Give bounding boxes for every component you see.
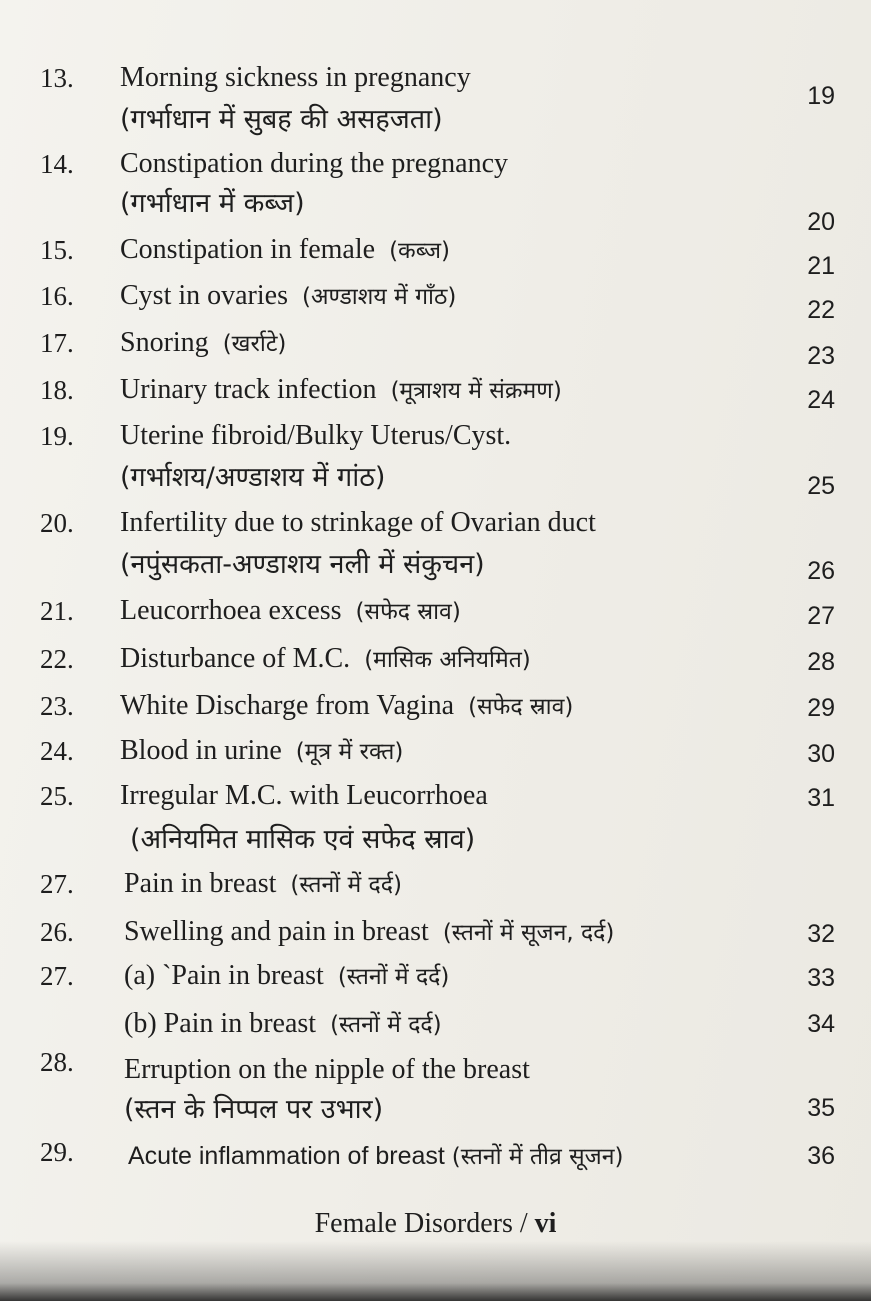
entry-number: 19.	[40, 421, 74, 451]
entry-number: 15.	[40, 235, 74, 265]
entry-title: Blood in urine (मूत्र में रक्त)	[120, 735, 404, 766]
entry-page: 26	[807, 557, 835, 585]
entry-number: 16.	[40, 281, 74, 311]
entry-number: 29.	[40, 1137, 74, 1167]
entry-title: Snoring (खर्राटे)	[120, 327, 287, 358]
entry-title: Morning sickness in pregnancy	[120, 62, 471, 93]
entry-title: Constipation during the pregnancy	[120, 148, 509, 179]
entry-page: 24	[807, 386, 835, 414]
entry-title: Swelling and pain in breast (स्तनों में सूजन, दर्द)	[124, 916, 615, 947]
entry-number: 21.	[40, 596, 74, 626]
entry-title: Irregular M.C. with Leucorrhoea	[120, 780, 488, 811]
entry-title: Uterine fibroid/Bulky Uterus/Cyst.	[120, 420, 512, 451]
entry-hindi: (स्तन के निप्पल पर उभार)	[124, 1094, 384, 1125]
entry-title: Urinary track infection (मूत्राशय में संक्रमण)	[120, 374, 562, 405]
entry-title: Infertility due to strinkage of Ovarian duct	[120, 507, 596, 538]
entry-number: 17.	[40, 328, 74, 358]
entry-page: 36	[807, 1142, 835, 1170]
entry-page: 25	[807, 472, 835, 500]
entry-hindi: (गर्भाधान में सुबह की असहजता)	[120, 104, 443, 135]
entry-page: 21	[807, 252, 835, 280]
entry-hindi: (गर्भाशय/अण्डाशय में गांठ)	[120, 462, 386, 493]
entry-number: 28.	[40, 1047, 74, 1077]
entry-title: Acute inflammation of breast (स्तनों में तीव्र सूजन)	[128, 1142, 624, 1170]
entry-number: 13.	[40, 63, 74, 93]
entry-page: 32	[807, 920, 835, 948]
entry-page: 23	[807, 342, 835, 370]
entry-page: 29	[807, 694, 835, 722]
page-footer	[0, 1206, 871, 1242]
entry-number: 27.	[40, 961, 74, 991]
entry-number: 24.	[40, 736, 74, 766]
entry-number: 22.	[40, 644, 74, 674]
entry-number: 25.	[40, 781, 74, 811]
entry-title: (b) Pain in breast (स्तनों में दर्द)	[124, 1008, 442, 1039]
entry-page: 34	[807, 1010, 835, 1038]
entry-number: 27.	[40, 869, 74, 899]
entry-title: Cyst in ovaries (अण्डाशय में गाँठ)	[120, 280, 457, 311]
entry-page: 27	[807, 602, 835, 630]
entry-page: 22	[807, 296, 835, 324]
entry-title: Pain in breast (स्तनों में दर्द)	[124, 868, 402, 899]
entry-page: 35	[807, 1094, 835, 1122]
entry-number: 26.	[40, 917, 74, 947]
entry-title: (a) `Pain in breast (स्तनों में दर्द)	[124, 960, 450, 991]
entry-page: 19	[807, 82, 835, 110]
page-edge-shadow	[0, 1241, 871, 1301]
page-numeral: vi	[534, 1208, 557, 1239]
entry-number: 23.	[40, 691, 74, 721]
book-title: Female Disorders	[314, 1208, 513, 1239]
entry-hindi: (नपुंसकता-अण्डाशय नली में संकुचन)	[120, 549, 485, 580]
entry-hindi: (गर्भाधान में कब्ज)	[120, 188, 305, 219]
entry-title: Erruption on the nipple of the breast	[124, 1054, 530, 1085]
entry-number: 20.	[40, 508, 74, 538]
entry-number: 14.	[40, 149, 74, 179]
entry-title: Leucorrhoea excess (सफेद स्राव)	[120, 595, 461, 626]
entry-title: Constipation in female (कब्ज)	[120, 234, 450, 265]
entry-hindi: (अनियमित मासिक एवं सफेद स्राव)	[130, 824, 476, 855]
entry-page: 33	[807, 964, 835, 992]
entry-page: 30	[807, 740, 835, 768]
entry-title: Disturbance of M.C. (मासिक अनियमित)	[120, 643, 531, 674]
entry-number: 18.	[40, 375, 74, 405]
entry-title: White Discharge from Vagina (सफेद स्राव)	[120, 690, 574, 721]
entry-page: 31	[807, 784, 835, 812]
entry-page: 20	[807, 208, 835, 236]
entry-page: 28	[807, 648, 835, 676]
footer-separator: /	[512, 1208, 535, 1239]
